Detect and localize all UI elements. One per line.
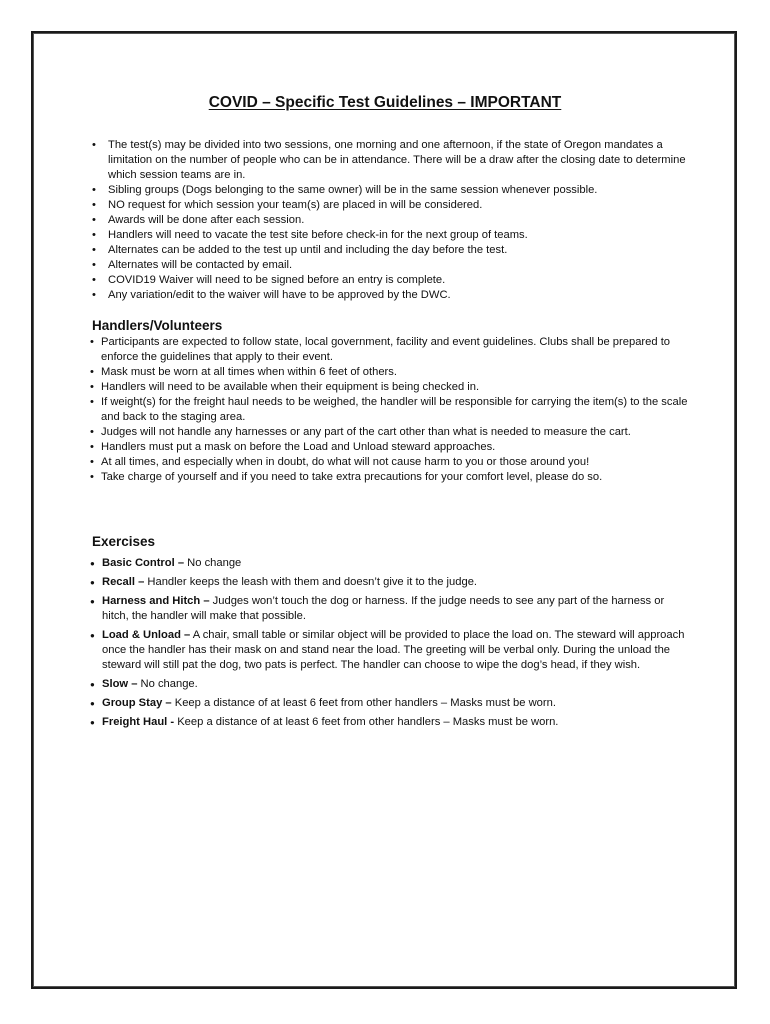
list-item: • Awards will be done after each session. xyxy=(92,213,692,228)
list-item: • Alternates will be contacted by email. xyxy=(92,258,692,273)
intro-list xyxy=(92,138,692,303)
exercise-item-harness-and-hitch xyxy=(90,594,690,624)
list-item: • At all times, and especially when in doubt, do what will not cause harm to you or those around you! xyxy=(90,455,690,470)
list-item: • COVID19 Waiver will need to be signed before an entry is complete. xyxy=(92,273,692,288)
exercise-term: Freight Haul - xyxy=(102,716,175,728)
exercise-text: Keep a distance of at least 6 feet from other handlers – Masks must be worn. xyxy=(171,697,556,709)
list-item: • Handlers will need to vacate the test site before check-in for the next group of teams. xyxy=(92,228,692,243)
list-item: • Participants are expected to follow state, local government, facility and event guidelines. Clubs shall be prepared to enforce the guidelines that apply to their event. xyxy=(90,335,690,365)
exercise-item-slow xyxy=(90,677,690,692)
list-item: • The test(s) may be divided into two sessions, one morning and one afternoon, if the state of Oregon mandates a limitation on the number of people who can be in attendance. There will be a draw after the closing date to determine which session teams are in. xyxy=(92,138,692,183)
list-item: • Mask must be worn at all times when within 6 feet of others. xyxy=(90,365,690,380)
list-item: • If weight(s) for the freight haul needs to be weighed, the handler will be responsible for carrying the item(s) to the scale and back to the staging area. xyxy=(90,395,690,425)
list-item: • Handlers must put a mask on before the Load and Unload steward approaches. xyxy=(90,440,690,455)
exercise-item-group-stay xyxy=(90,696,690,711)
exercise-item-recall xyxy=(90,575,690,590)
list-item: • NO request for which session your team(s) are placed in will be considered. xyxy=(92,198,692,213)
list-item: • Judges will not handle any harnesses or any part of the cart other than what is needed to measure the cart. xyxy=(90,425,690,440)
exercise-item-basic-control xyxy=(90,556,690,571)
exercise-text: No change. xyxy=(137,678,198,690)
exercise-text: Judges won’t touch the dog or harness. If the judge needs to see any part of the harness or hitch, the handler will make that possible. xyxy=(102,595,665,622)
exercise-term: Recall – xyxy=(102,576,145,588)
exercise-term: Harness and Hitch – xyxy=(102,595,210,607)
list-item: • Any variation/edit to the waiver will have to be approved by the DWC. xyxy=(92,288,692,303)
handlers-list xyxy=(90,335,690,485)
exercise-text: A chair, small table or similar object will be provided to place the load on. The steward will approach once the handler has their mask on and stand near the load. The greeting will be verbal only. During the unload the steward will still pat the dog, two pats is perfect. The handler can choose to wipe the dog’s head, if they wish. xyxy=(102,629,685,671)
handlers-heading: Handlers/Volunteers xyxy=(92,318,223,333)
list-item: • Sibling groups (Dogs belonging to the same owner) will be in the same session whenever possible. xyxy=(92,183,692,198)
exercise-text: No change xyxy=(184,557,242,569)
exercise-term: Group Stay – xyxy=(102,697,172,709)
exercise-item-load-unload xyxy=(90,628,690,673)
exercise-term: Slow – xyxy=(102,678,138,690)
exercises-heading: Exercises xyxy=(92,534,156,549)
exercise-item-freight-haul xyxy=(90,715,690,730)
exercises-list xyxy=(90,556,690,734)
list-item: • Alternates can be added to the test up until and including the day before the test. xyxy=(92,243,692,258)
exercise-text: Handler keeps the leash with them and doesn’t give it to the judge. xyxy=(144,576,478,588)
list-item: • Handlers will need to be available when their equipment is being checked in. xyxy=(90,380,690,395)
exercise-term: Load & Unload – xyxy=(102,629,191,641)
list-item: • Take charge of yourself and if you need to take extra precautions for your comfort level, please do so. xyxy=(90,470,690,485)
exercise-text: Keep a distance of at least 6 feet from other handlers – Masks must be worn. xyxy=(174,716,559,728)
exercise-term: Basic Control – xyxy=(102,557,185,569)
page-title: COVID – Specific Test Guidelines – IMPORTANT xyxy=(208,94,562,111)
